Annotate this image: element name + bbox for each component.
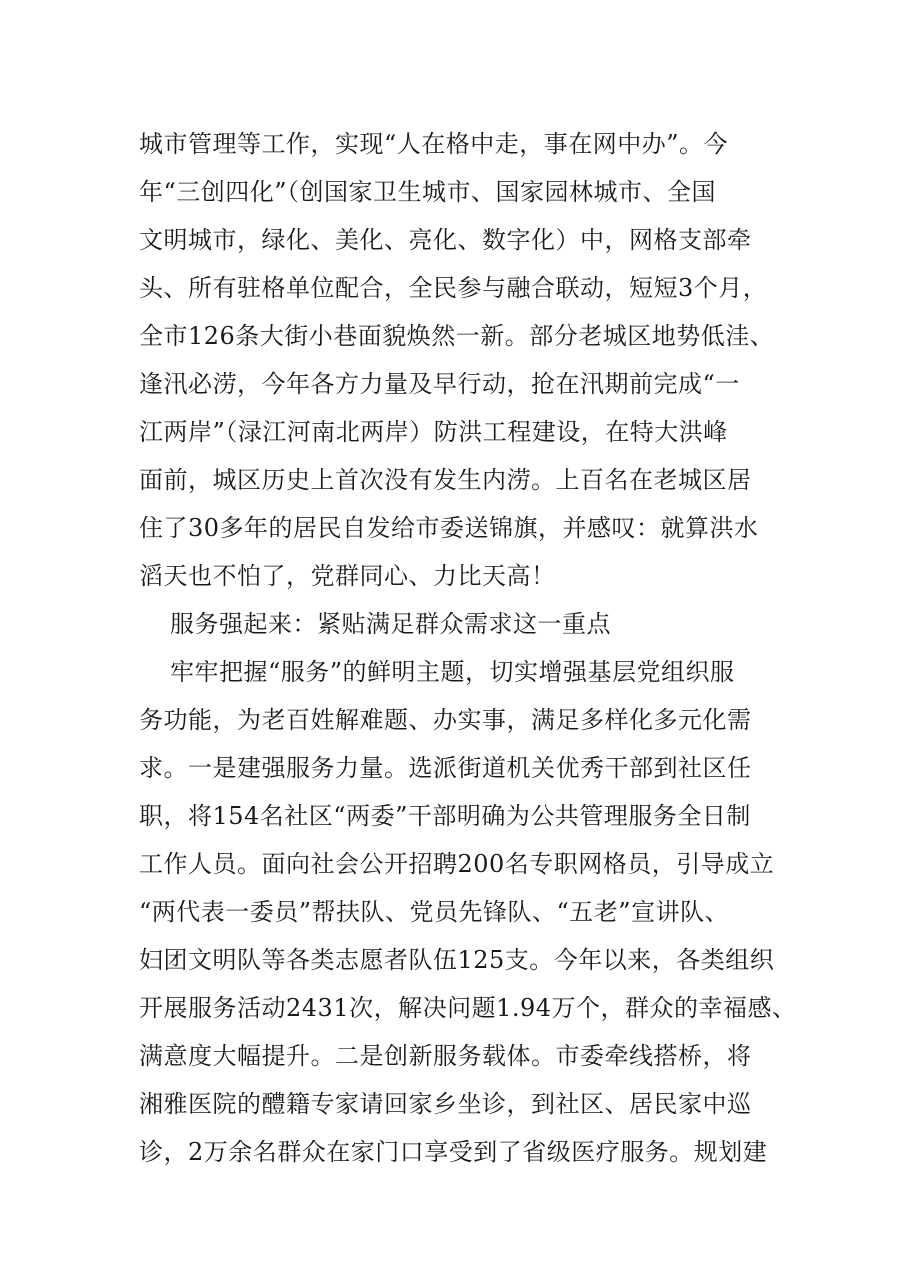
text-line: 全市126条大街小巷面貌焕然一新。部分老城区地势低洼、 [139, 322, 775, 350]
text-line: 滔天也不怕了，党群同心、力比天高！ [139, 562, 556, 590]
text-line: 文明城市，绿化、美化、亮化、数字化）中，网格支部牵 [139, 226, 752, 254]
text-line: 妇团文明队等各类志愿者队伍125支。今年以来，各类组织 [139, 946, 775, 974]
text-line: 年“三创四化”（创国家卫生城市、国家园林城市、全国 [139, 178, 717, 206]
text-line: 湘雅医院的醴籍专家请回家乡坐诊，到社区、居民家中巡 [139, 1090, 752, 1118]
text-line: “两代表一委员”帮扶队、党员先锋队、“五老”宣讲队、 [139, 898, 730, 926]
text-line: 江两岸”（渌江河南北两岸）防洪工程建设，在特大洪峰 [139, 418, 728, 446]
text-line: 满意度大幅提升。二是创新服务载体。市委牵线搭桥，将 [139, 1042, 752, 1070]
text-line: 开展服务活动2431次，解决问题1.94万个，群众的幸福感、 [139, 994, 797, 1022]
text-line: 诊，2万余名群众在家门口享受到了省级医疗服务。规划建 [139, 1138, 768, 1166]
text-line: 逢汛必涝，今年各方力量及早行动，抢在汛期前完成“一 [139, 370, 740, 398]
text-line: 面前，城区历史上首次没有发生内涝。上百名在老城区居 [139, 466, 752, 494]
text-line: 求。一是建强服务力量。选派街道机关优秀干部到社区任 [139, 754, 752, 782]
text-line: 头、所有驻格单位配合，全民参与融合联动，短短3个月， [139, 274, 768, 302]
text-line: 工作人员。面向社会公开招聘200名专职网格员，引导成立 [139, 850, 775, 878]
text-line: 职，将154名社区“两委”干部明确为公共管理服务全日制 [139, 802, 751, 830]
text-line: 务功能，为老百姓解难题、办实事，满足多样化多元化需 [139, 706, 752, 734]
text-line: 牢牢把握“服务”的鲜明主题，切实增强基层党组织服 [170, 658, 735, 686]
text-line: 城市管理等工作，实现“人在格中走，事在网中办”。今 [139, 130, 729, 158]
text-line: 住了30多年的居民自发给市委送锦旗，并感叹：就算洪水 [139, 514, 759, 542]
section-heading: 服务强起来：紧贴满足群众需求这一重点 [170, 610, 611, 638]
